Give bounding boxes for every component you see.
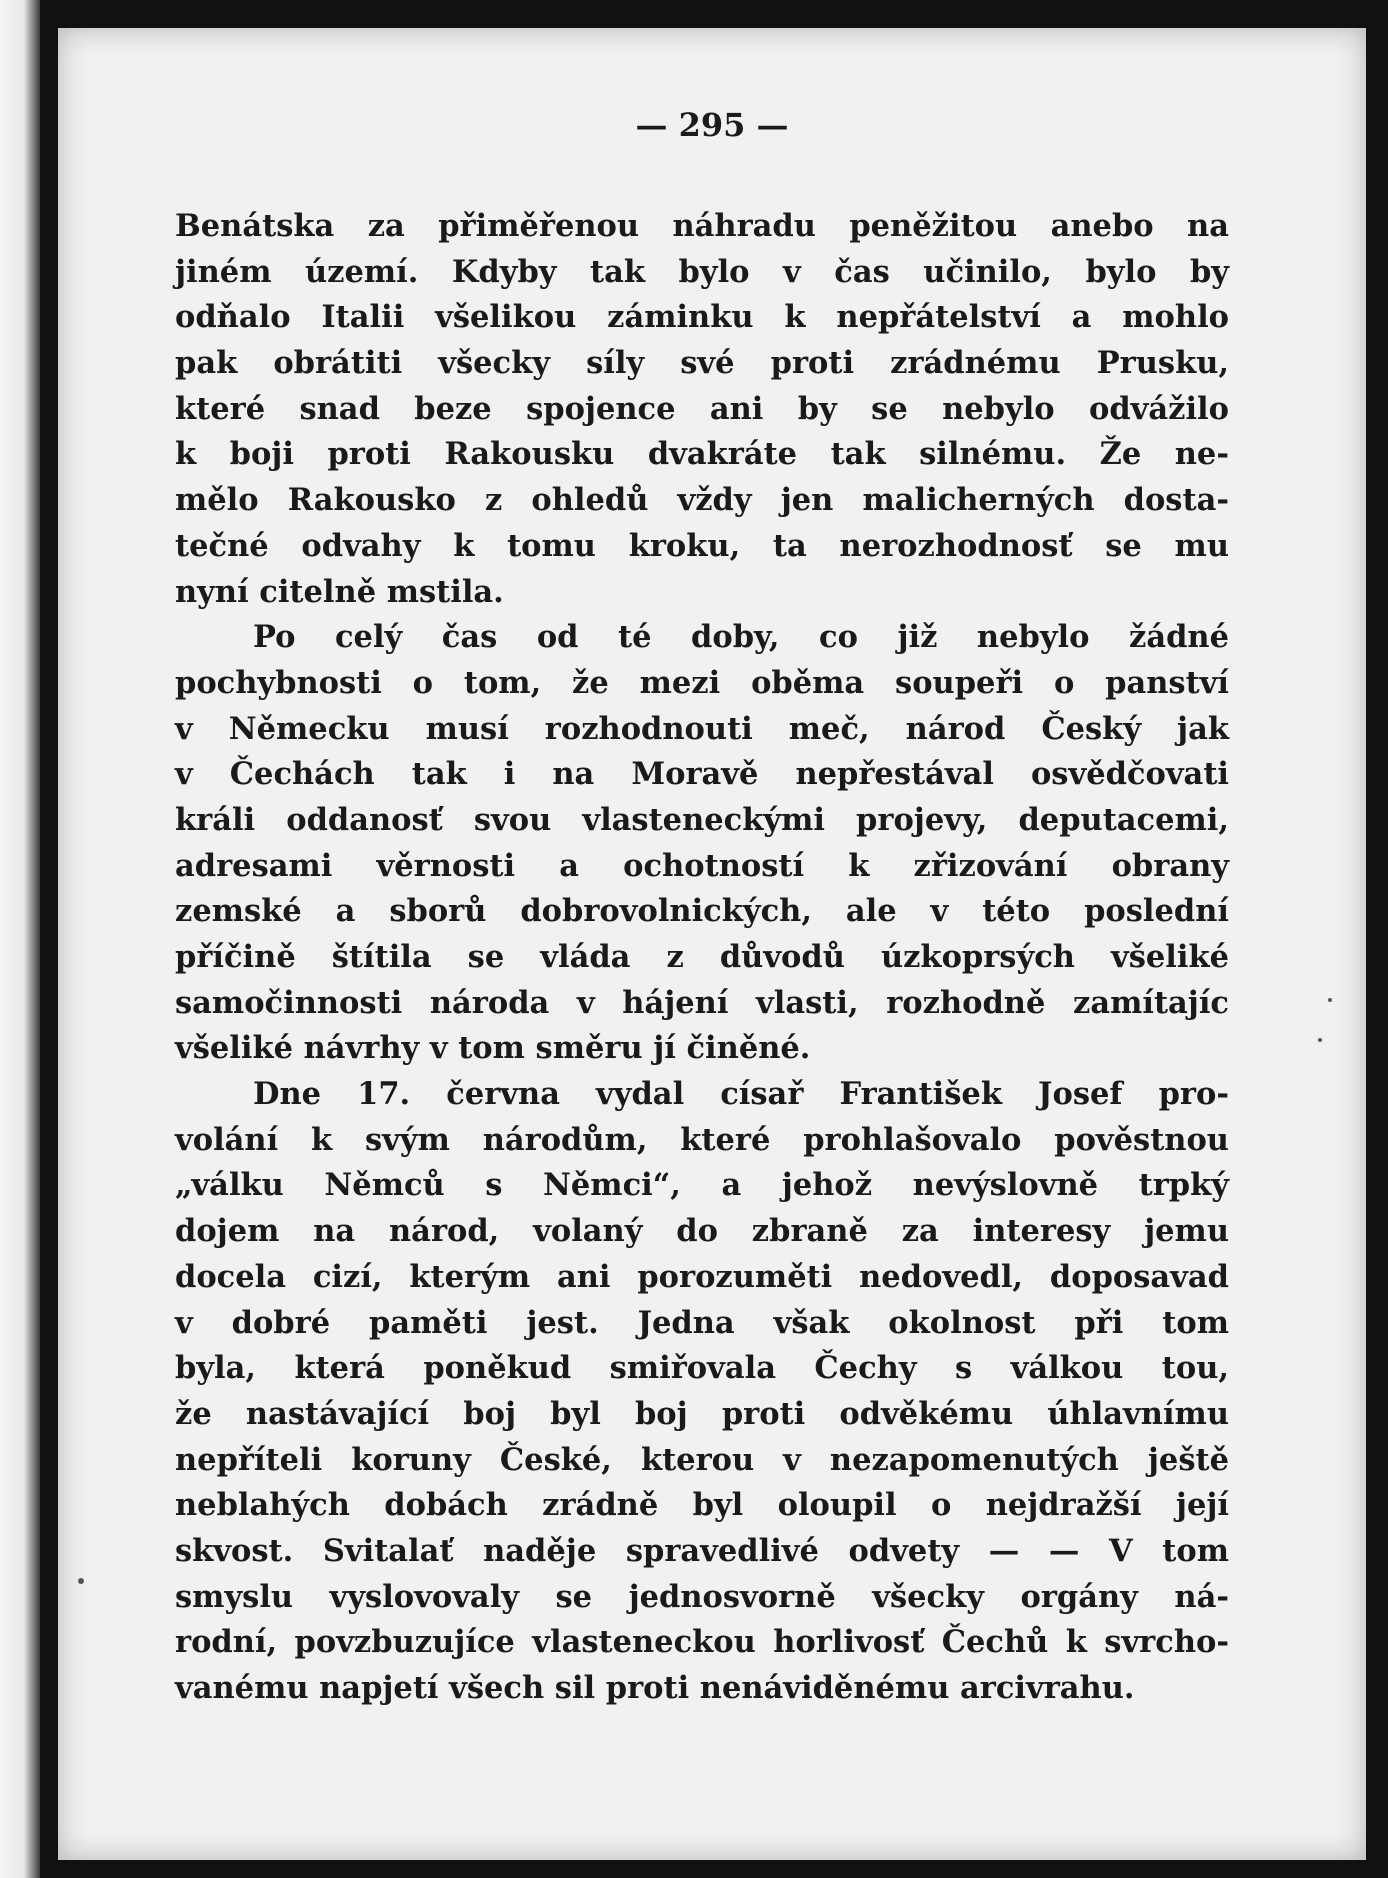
text-line: neblahých dobách zrádně byl oloupil o nejdražší její xyxy=(175,1487,1229,1524)
text-line: zemské a sborů dobrovolnických, ale v této poslední xyxy=(175,893,1229,930)
text-line: samočinnosti národa v hájení vlasti, rozhodně zamítajíc xyxy=(175,984,1229,1021)
text-line: docela cizí, kterým ani porozuměti nedovedl, doposavad xyxy=(175,1258,1229,1295)
facing-page-edge xyxy=(0,0,40,1878)
body-text xyxy=(175,204,1229,1712)
ink-speck xyxy=(1318,1038,1322,1042)
text-line: odňalo Italii všelikou záminku k nepřátelství a mohlo xyxy=(175,299,1229,336)
text-line: vanému napjetí všech sil proti nenáviděnému arcivrahu. xyxy=(175,1670,1135,1706)
text-line: k boji proti Rakousku dvakráte tak silnému. Že ne- xyxy=(175,436,1229,473)
text-line: nyní citelně mstila. xyxy=(175,573,504,610)
text-line: pochybnosti o tom, že mezi oběma soupeři o panství xyxy=(175,664,1229,701)
text-line: adresami věrnosti a ochotností k zřizování obrany xyxy=(175,847,1229,884)
text-line: Benátska za přiměřenou náhradu peněžitou anebo na xyxy=(175,208,1229,244)
text-line: smyslu vyslovovaly se jednosvorně všecky orgány ná- xyxy=(175,1578,1229,1615)
text-line: králi oddanosť svou vlasteneckými projevy, deputacemi, xyxy=(175,801,1229,838)
text-line: které snad beze spojence ani by se nebylo odvážilo xyxy=(175,390,1229,427)
text-line: „válku Němců s Němci“, a jehož nevýslovně trpký xyxy=(175,1167,1229,1204)
text-line: v Čechách tak i na Moravě nepřestával osvědčovati xyxy=(175,756,1229,793)
text-line: v Německu musí rozhodnouti meč, národ Český jak xyxy=(175,710,1229,747)
text-line: mělo Rakousko z ohledů vždy jen malicherných dosta- xyxy=(175,482,1229,519)
book-page xyxy=(58,28,1366,1860)
text-line: všeliké návrhy v tom směru jí činěné. xyxy=(175,1030,811,1067)
ink-speck xyxy=(78,1578,84,1584)
text-line: že nastávající boj byl boj proti odvěkému úhlavnímu xyxy=(175,1395,1229,1432)
text-line: tečné odvahy k tomu kroku, ta nerozhodnosť se mu xyxy=(175,527,1229,564)
text-line: rodní, povzbuzujíce vlasteneckou horlivosť Čechů k svrcho- xyxy=(175,1624,1229,1661)
page-number: — 295 — xyxy=(635,106,789,144)
text-line: pak obrátiti všecky síly své proti zrádnému Prusku, xyxy=(175,345,1229,382)
text-line: jiném území. Kdyby tak bylo v čas učinilo, bylo by xyxy=(175,253,1229,290)
text-line: Po celý čas od té doby, co již nebylo žádné xyxy=(253,619,1229,656)
text-line: dojem na národ, volaný do zbraně za interesy jemu xyxy=(175,1213,1229,1250)
text-line: příčině štítila se vláda z důvodů úzkoprsých všeliké xyxy=(175,939,1229,975)
text-line: volání k svým národům, které prohlašovalo pověstnou xyxy=(175,1121,1229,1158)
text-line: v dobré paměti jest. Jedna však okolnost při tom xyxy=(175,1304,1229,1341)
text-line: Dne 17. června vydal císař František Josef pro- xyxy=(253,1076,1229,1113)
text-line: skvost. Svitalať naděje spravedlivé odvety — — V tom xyxy=(175,1532,1229,1569)
ink-speck xyxy=(1328,998,1332,1002)
text-line: nepříteli koruny České, kterou v nezapomenutých ještě xyxy=(175,1441,1229,1478)
text-line: byla, která poněkud smiřovala Čechy s válkou tou, xyxy=(175,1350,1229,1387)
